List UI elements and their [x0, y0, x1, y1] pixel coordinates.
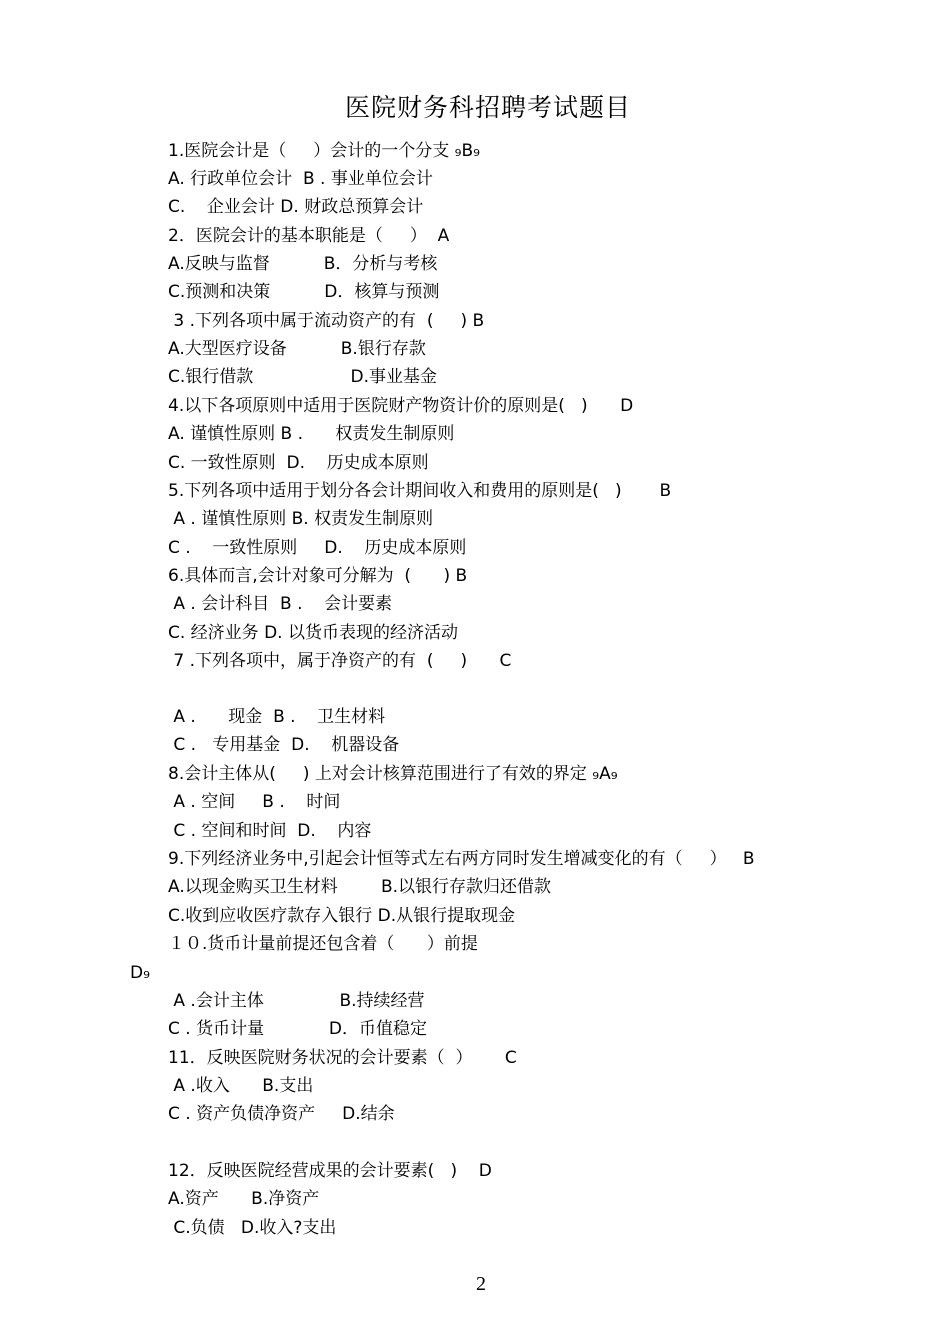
question-4-options-cd: C. 一致性原则 D. 历史成本原则: [168, 453, 429, 473]
question-8-stem: 8.会计主体从( ) 上对会计核算范围进行了有效的界定 ₉A₉: [168, 764, 618, 784]
question-10-stem: １０.货币计量前提还包含着（ ）前提: [168, 934, 478, 954]
question-8-options-cd: C . 空间和时间 D. 内容: [168, 821, 372, 841]
question-9-stem: 9.下列经济业务中,引起会计恒等式左右两方同时发生增减变化的有（ ） B: [168, 849, 755, 869]
question-11-options-cd: C . 资产负债净资产 D.结余: [168, 1104, 395, 1124]
question-6-stem: 6.具体而言,会计对象可分解为 ( ) B: [168, 566, 468, 586]
question-12-options-cd: C.负债 D.收入?支出: [168, 1218, 337, 1238]
question-7-options-ab: A . 现金 B . 卫生材料: [168, 707, 386, 727]
question-1-options-cd: C. 企业会计 D. 财政总预算会计: [168, 197, 424, 217]
question-2-stem: 2．医院会计的基本职能是（ ） A: [168, 226, 450, 246]
question-5-options-ab: A . 谨慎性原则 B. 权责发生制原则: [168, 509, 434, 529]
question-6-options-ab: A . 会计科目 B . 会计要素: [168, 594, 393, 614]
question-3-options-cd: C.银行借款 D.事业基金: [168, 367, 438, 387]
question-2-options-cd: C.预测和决策 D．核算与预测: [168, 282, 440, 302]
question-10-answer: D₉: [130, 963, 150, 983]
question-12-options-ab: A.资产 B.净资产: [168, 1189, 320, 1209]
question-3-options-ab: A.大型医疗设备 B.银行存款: [168, 339, 426, 359]
question-7-options-cd: C . 专用基金 D. 机器设备: [168, 735, 400, 755]
question-1-stem: 1.医院会计是（ ）会计的一个分支 ₉B₉: [168, 141, 480, 161]
question-3-stem: 3 .下列各项中属于流动资产的有 ( ) B: [168, 311, 485, 331]
question-2-options-ab: A.反映与监督 B．分析与考核: [168, 254, 438, 274]
question-5-options-cd: C . 一致性原则 D. 历史成本原则: [168, 538, 467, 558]
question-9-options-ab: A.以现金购买卫生材料 B.以银行存款归还借款: [168, 877, 552, 897]
question-7-stem: 7 .下列各项中，属于净资产的有 ( ) C: [168, 651, 512, 671]
page-title: 医院财务科招聘考试题目: [344, 93, 631, 122]
question-11-options-ab: A .收入 B.支出: [168, 1076, 314, 1096]
question-8-options-ab: A . 空间 B . 时间: [168, 792, 341, 812]
question-9-options-cd: C.收到应收医疗款存入银行 D.从银行提取现金: [168, 906, 516, 926]
page-number: 2: [476, 1273, 486, 1295]
question-5-stem: 5.下列各项中适用于划分各会计期间收入和费用的原则是( ) B: [168, 481, 672, 501]
question-10-options-ab: A .会计主体 B.持续经营: [168, 991, 425, 1011]
question-1-options-ab: A. 行政单位会计 B . 事业单位会计: [168, 169, 433, 189]
question-4-options-ab: A. 谨慎性原则 B . 权责发生制原则: [168, 424, 455, 444]
question-12-stem: 12．反映医院经营成果的会计要素( ) D: [168, 1161, 492, 1181]
question-10-options-cd: C . 货币计量 D．币值稳定: [168, 1019, 428, 1039]
question-11-stem: 11．反映医院财务状况的会计要素（ ） C: [168, 1048, 517, 1068]
question-6-options-cd: C. 经济业务 D. 以货币表现的经济活动: [168, 623, 458, 643]
question-4-stem: 4.以下各项原则中适用于医院财产物资计价的原则是( ) D: [168, 396, 634, 416]
